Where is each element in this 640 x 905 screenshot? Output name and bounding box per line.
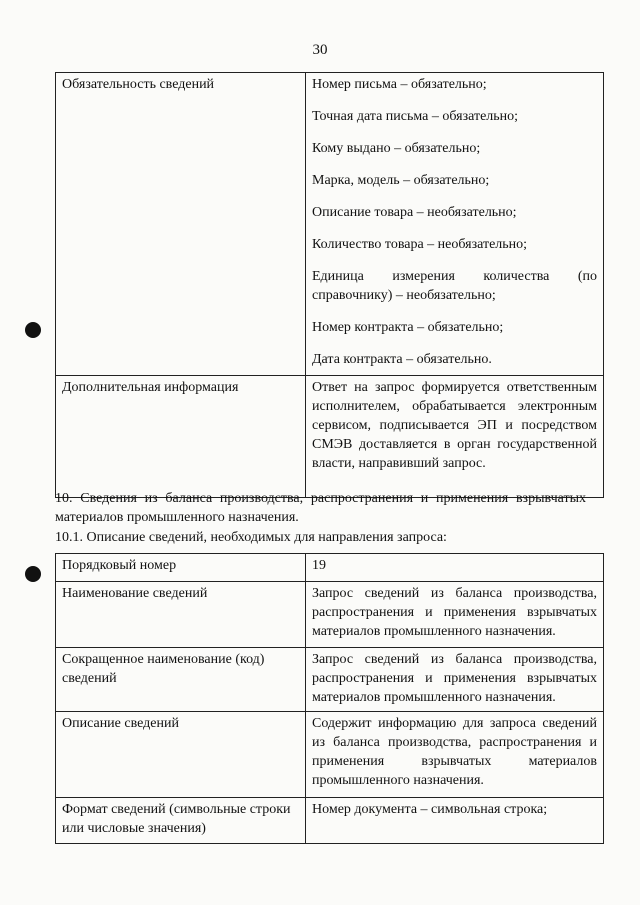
list-item: Описание товара – необязательно; (312, 205, 517, 220)
list-item: Номер контракта – обязательно; (312, 320, 504, 335)
table-row (56, 376, 604, 498)
list-item: Марка, модель – обязательно; (312, 173, 490, 188)
list-item: Кому выдано – обязательно; (312, 141, 481, 156)
list-item: Количество товара – необязательно; (312, 237, 528, 252)
table-row (56, 712, 604, 798)
row-label-short-name: Сокращенное наименование (код) сведений (56, 648, 306, 712)
list-item: Номер письма – обязательно; (312, 77, 487, 92)
row-label-additional-info: Дополнительная информация (56, 376, 306, 498)
row-label-name: Наименование сведений (56, 582, 306, 648)
table-row (56, 648, 604, 712)
row-value-additional-info: Ответ на запрос формируется ответственным исполнителем, обрабатывается электронным сервисом, подписывается ЭП и посредством СМЭВ доставляется в орган государственной власти, направивший запрос. (306, 376, 604, 498)
table-row (56, 582, 604, 648)
row-value-serial-number: 19 (306, 554, 604, 582)
table-row (56, 73, 604, 376)
row-value-format: Номер документа – символьная строка; (306, 798, 604, 844)
punch-hole-mark (25, 322, 41, 338)
list-item: Единица измерения количества (по справочнику) – необязательно; (312, 269, 597, 303)
list-item: Дата контракта – обязательно. (312, 352, 492, 367)
section-10-heading: 10. Сведения из баланса производства, распространения и применения взрывчатых материалов промышленного назначения. (55, 491, 586, 525)
row-label-format: Формат сведений (символьные строки или числовые значения) (56, 798, 306, 844)
section-10-1-heading: 10.1. Описание сведений, необходимых для направления запроса: (55, 530, 447, 545)
page-number: 30 (312, 42, 328, 58)
table-row (56, 798, 604, 844)
table-row (56, 554, 604, 582)
punch-hole-mark (25, 566, 41, 582)
info-table-2 (55, 553, 604, 844)
row-label-description: Описание сведений (56, 712, 306, 798)
row-value-short-name: Запрос сведений из баланса производства, распространения и применения взрывчатых материалов промышленного назначения. (306, 648, 604, 712)
row-value-description: Содержит информацию для запроса сведений из баланса производства, распространения и применения взрывчатых материалов промышленного назначения. (306, 712, 604, 798)
row-label-obligation: Обязательность сведений (56, 73, 306, 376)
info-table-1 (55, 72, 604, 498)
list-item: Точная дата письма – обязательно; (312, 109, 519, 124)
row-value-obligation (306, 73, 604, 376)
row-label-serial-number: Порядковый номер (56, 554, 306, 582)
row-value-name: Запрос сведений из баланса производства, распространения и применения взрывчатых материалов промышленного назначения. (306, 582, 604, 648)
